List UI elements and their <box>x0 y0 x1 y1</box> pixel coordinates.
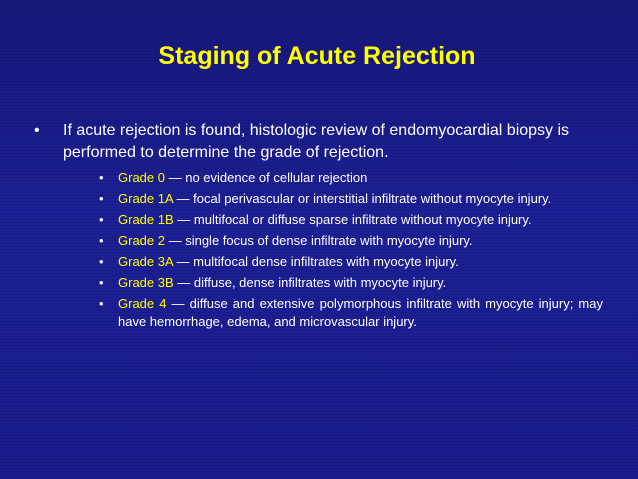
grade-list <box>99 169 603 334</box>
grade-item <box>99 211 603 229</box>
grade-description: — multifocal or diffuse sparse infiltrate without myocyte injury. <box>173 212 532 227</box>
grade-description: — single focus of dense infiltrate with myocyte injury. <box>164 233 473 248</box>
lead-bullet <box>34 120 609 164</box>
grade-label: Grade 0 <box>118 170 165 185</box>
grade-description: — diffuse, dense infiltrates with myocyte injury. <box>173 275 447 290</box>
grade-label: Grade 3A <box>118 254 173 269</box>
grade-description: — diffuse and extensive polymorphous infiltrate with myocyte injury; may have hemorrhage, edema, and microvascular injury. <box>118 296 603 329</box>
grade-label: Grade 3B <box>118 275 174 290</box>
grade-description: — focal perivascular or interstitial infiltrate without myocyte injury. <box>172 191 552 206</box>
slide-title: Staging of Acute Rejection <box>158 42 476 70</box>
lead-text: If acute rejection is found, histologic review of endomyocardial biopsy is performed to determine the grade of rejection. <box>63 122 570 161</box>
bullet-icon: • <box>99 212 104 227</box>
bullet-icon: • <box>99 254 104 269</box>
grade-item <box>99 190 603 208</box>
bullet-icon: • <box>99 233 104 248</box>
grade-item <box>99 274 603 292</box>
grade-label: Grade 2 <box>118 233 165 248</box>
grade-label: Grade 4 <box>118 296 167 311</box>
grade-item <box>99 253 603 271</box>
bullet-icon: • <box>99 275 104 290</box>
grade-label: Grade 1A <box>118 191 173 206</box>
grade-item <box>99 295 603 330</box>
grade-description: — multifocal dense infiltrates with myocyte injury. <box>172 254 459 269</box>
grade-item <box>99 169 603 187</box>
grade-description: — no evidence of cellular rejection <box>164 170 368 185</box>
grade-item <box>99 232 603 250</box>
bullet-icon: • <box>34 122 40 139</box>
bullet-icon: • <box>99 296 104 311</box>
bullet-icon: • <box>99 191 104 206</box>
grade-label: Grade 1B <box>118 212 174 227</box>
bullet-icon: • <box>99 170 104 185</box>
